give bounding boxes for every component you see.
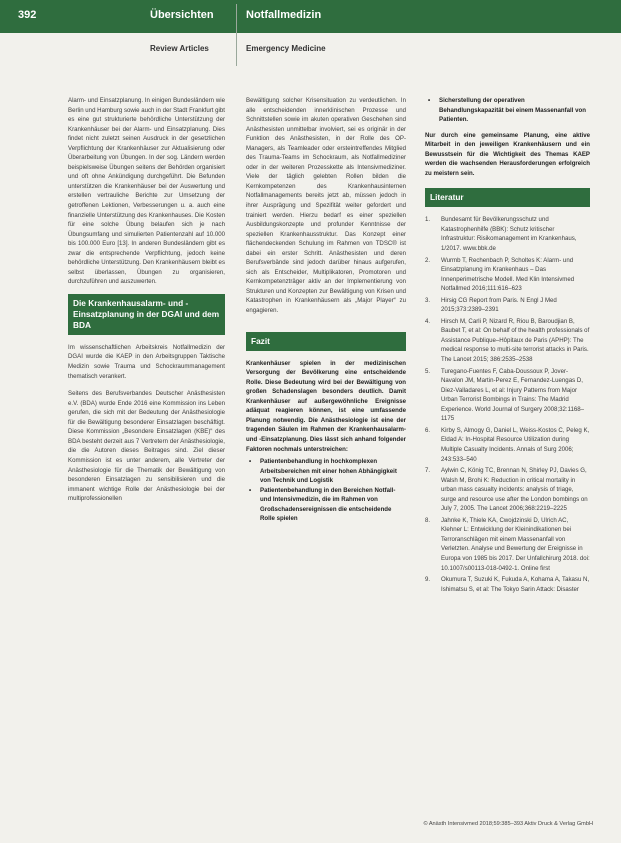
reference-text: Bundesamt für Bevölkerungsschutz und Katastrophenhilfe (BBK): Schutz kritischer Infrastruktur: Risikomanagement im Krankenhaus, 1/2017. www.bbk.de bbox=[441, 216, 577, 253]
reference-item bbox=[425, 256, 590, 294]
reference-text: Turegano-Fuentes F, Caba-Doussoux P, Jover-Navalon JM, Martin-Perez E, Fernandez-Luengas D, Diez-Valladares L, et al: Injury Patterns from Major Urban Terrorist Bombings in Trains: The Madrid Experience. World Journal of Surgery 2008;32:1168–1175 bbox=[441, 367, 585, 423]
column-1 bbox=[68, 96, 225, 504]
fazit-bullet-list bbox=[246, 457, 406, 524]
section-title-de: Übersichten bbox=[150, 9, 214, 21]
reference-number: 9. bbox=[425, 576, 431, 584]
reference-number: 2. bbox=[425, 256, 431, 264]
section-heading-fazit: Fazit bbox=[246, 332, 406, 351]
section-heading-literatur: Literatur bbox=[425, 188, 590, 207]
col1-paragraph-2: Im wissenschaftlichen Arbeitskreis Notfallmedizin der DGAI wurde die KAEP in den Arbeitsgruppen Taktische Medizin sowie Trauma und Schockraummanagement thematisch verankert. bbox=[68, 343, 225, 380]
header-divider bbox=[236, 4, 237, 66]
reference-text: Jahnke K, Thiele KA, Cwojdzinski D, Ulrich AC, Klehner L: Entwicklung der Kleinindikationen bei Terroranschlägen mit einem Massenanfall von Verletzten. Analyse und Bewertung der Ereignisse in Europa von 1985 bis 2017. Der Unfallchirurg 2018. doi: 10.1007/s00113-018-0492-1. Online first bbox=[441, 516, 590, 572]
column-2 bbox=[246, 96, 406, 527]
closing-paragraph: Nur durch eine gemeinsame Planung, eine aktive Mitarbeit in den jeweiligen Krankenhäusern und ein Bewusstsein für die Wichtigkeit des Themas KAEP werden die wachsenden Herausforderungen erfolgreich zu meistern sein. bbox=[425, 131, 590, 177]
section-title-en: Review Articles bbox=[150, 44, 209, 53]
page-number: 392 bbox=[18, 9, 37, 21]
reference-item bbox=[425, 426, 590, 464]
reference-number: 1. bbox=[425, 216, 431, 224]
column-3 bbox=[425, 96, 590, 596]
section-topic-de: Notfallmedizin bbox=[246, 9, 322, 21]
reference-number: 8. bbox=[425, 516, 431, 524]
reference-text: Kirby S, Almogy G, Daniel L, Weiss-Kostos C, Peleg K, Eldad A: In-Hospital Resource Utilization during Multiple Casualty Incidents. Annals of Surg 2006; 243:533–540 bbox=[441, 426, 590, 463]
fazit-paragraph: Krankenhäuser spielen in der medizinischen Versorgung der Bevölkerung eine entscheidende Rolle. Diese Bedeutung wird bei der Bewältigung von großen Schadenslagen besonders deutlich. Damit Krankenhäuser auf außergewöhnliche Ereignisse adäquat reagieren können, ist eine umfassende Planung notwendig. Die Anästhesiologie ist eine der tragenden Säulen im Rahmen der Krankenhausalarm- und -Einsatzplanung. Dies lässt sich anhand folgender Faktoren nochmals unterstreichen: bbox=[246, 359, 406, 453]
fazit-bullet-list-continued bbox=[425, 96, 590, 125]
col2-paragraph-1: Bewältigung solcher Krisensituation zu verdeutlichen. In alle entscheidenden innerklinischen Prozesse und Schnittstellen sowie im akuten operativen Geschehen sind Anästhesisten unmittelbar involviert, sei es originär in der Funktion des Anästhesisten, in der Rolle des OP-Managers, als Teamleader oder ersteintreffendes Mitglied des Trauma-Teams im Schockraum, als Notfallmediziner oder in der weiteren Prozesskette als Intensivmediziner. Viele der täglich gelebten Rollen bilden die Kernkompetenzen des Krankenhausinternen Notfallmanagements bereits jetzt ab, müssen jedoch in ihrer Ausprägung und Spezifität weiter gefordert und trainiert werden. Hierzu bedarf es einer speziellen Ausbildungskonzepte und profunder Kenntnisse der speziellen Krankenhausstruktur. Das Konzept einer flächendeckenden Schulung im Rahmen von TDSC® ist dabei ein erster Schritt. Anästhesisten und deren Berufsverbände sind jedoch darüber hinaus aufgerufen, sich als Entscheider, Multiplikatoren, Promotoren und Kernkompetenzträger aktiv an der Implementierung von Strukturen und Konzepten zur Bewältigung von Krisen und Katastrophen in Krankenhäusern als „Major Player“ zu engagieren. bbox=[246, 97, 406, 315]
fazit-bullet: • Patientenbehandlung in den Bereichen Notfall- und Intensivmedizin, die im Rahmen von Großschadensereignissen die entscheidende Rolle spielen bbox=[246, 486, 406, 524]
section-topic-en: Emergency Medicine bbox=[246, 44, 326, 53]
reference-text: Okumura T, Suzuki K, Fukuda A, Kohama A, Takasu N, Ishimatsu S, et al: The Tokyo Sarin Attack: Disaster bbox=[441, 576, 590, 593]
col1-paragraph-1: Alarm- und Einsatzplanung. In einigen Bundesländern wie Berlin und Hamburg sowie auch in der Stadt Frankfurt gibt es eine gut strukturierte behördliche Unterstützung der Krankenhäuser bei der Alarm- und Einsatzplanung. Dies findet nicht zuletzt seinen Ausdruck in der gesetzlichen Verpflichtung der Krankenhäuser zur Aktualisierung oder Überarbeitung von Übungen. In der sog. Ländern werden beispielsweise Übungen seitens der Behörden organisiert und oft ohne Ankündigung durchgeführt. Die Befunden unterstützen die Krankenhäuser bei der Auswertung und erstellen vertrauliche Berichte zur Umsetzung der getroffenen Lektionen, Verbesserungen u. a. auch eine finanzielle Unterstützung des Krankenhauses. Die Kosten für eine solche Übung belaufen sich je nach Übungsumfang und simulierten Patientenzahl auf 10.000 bis 100.000 Euro [13]. In anderen Bundesländern gibt es zwar die entsprechende Verpflichtung, jedoch keine behördliche Unterstützung. Den Krankenhäusern bleibt es selbst überlassen, Übungen zu organisieren, durchzuführen und auszuwerten. bbox=[68, 97, 225, 286]
reference-item bbox=[425, 296, 590, 315]
reference-item bbox=[425, 466, 590, 514]
fazit-bullet: • Patientenbehandlung in hochkomplexen Arbeitsbereichen mit einer hohen Abhängigkeit von Technik und Logistik bbox=[246, 457, 406, 486]
reference-item bbox=[425, 575, 590, 594]
reference-number: 3. bbox=[425, 296, 431, 304]
reference-number: 4. bbox=[425, 317, 431, 325]
col1-paragraph-3: Seitens des Berufsverbandes Deutscher Anästhesisten e.V. (BDA) wurde Ende 2016 eine Kommission ins Leben gerufen, die sich mit der Bedeutung der Anästhesiologie für die Bewältigung besonderer Einsatzlagen beschäftigt. Diese Kommission „Besondere Einsatzlagen (KBE)“ des BDA besteht derzeit aus 7 Vertretern der Anästhesiologie, die die Autoren dieses Beitrages sind. Ziel dieser Kommission ist es unter anderem, alle Vertreter der Anästhesiologie für die Thematik der Bewältigung von besonderen Einsatzlagen zu sensibilisieren und die immanent wichtige Rolle der Anästhesiologie bei der multiprofessionellen bbox=[68, 390, 225, 503]
reference-item bbox=[425, 317, 590, 365]
reference-number: 5. bbox=[425, 367, 431, 375]
reference-number: 6. bbox=[425, 426, 431, 434]
page-footer: © Anästh Intensivmed 2018;59:385–393 Aktiv Druck & Verlag GmbH bbox=[423, 821, 593, 827]
reference-item bbox=[425, 367, 590, 424]
reference-number: 7. bbox=[425, 467, 431, 475]
reference-text: Hirsig CG Report from Paris. N Engl J Med 2015;373:2389–2391 bbox=[441, 296, 557, 314]
reference-item bbox=[425, 215, 590, 253]
section-heading-dgai-bda: Die Krankenhausalarm- und -Einsatzplanung in der DGAI und dem BDA bbox=[68, 294, 225, 335]
header-band bbox=[0, 0, 621, 33]
reference-text: Aylwin C, König TC, Brennan N, Shirley PJ, Davies G, Walsh M, Brohi K: Reduction in critical mortality in urban mass casualty incidents: analysis of triage, surge and resource use after the London bombings on July 7, 2005. The Lancet 2006;368:2219–2225 bbox=[441, 467, 588, 513]
reference-list bbox=[425, 215, 590, 594]
fazit-bullet: • Sicherstellung der operativen Behandlungskapazität bei einem Massenanfall von Patienten. bbox=[425, 96, 590, 125]
reference-text: Wurmb T, Rechenbach P, Scholtes K: Alarm- und Einsatzplanung im Krankenhaus – Das Innenperimetrische Modell. Med Klin Intensivmed Notfallmed 2016;111:616–623 bbox=[441, 256, 575, 293]
reference-item bbox=[425, 516, 590, 573]
reference-text: Hirsch M, Carli P, Nizard R, Riou B, Baroudjian B, Baubet T, et al: On behalf of the health professionals of Assistance Publique–Hôpitaux de Paris (APHP): The medical response to multi-site terrorist attacks in Paris. The Lancet 2015; 386:2535–2538 bbox=[441, 317, 590, 364]
